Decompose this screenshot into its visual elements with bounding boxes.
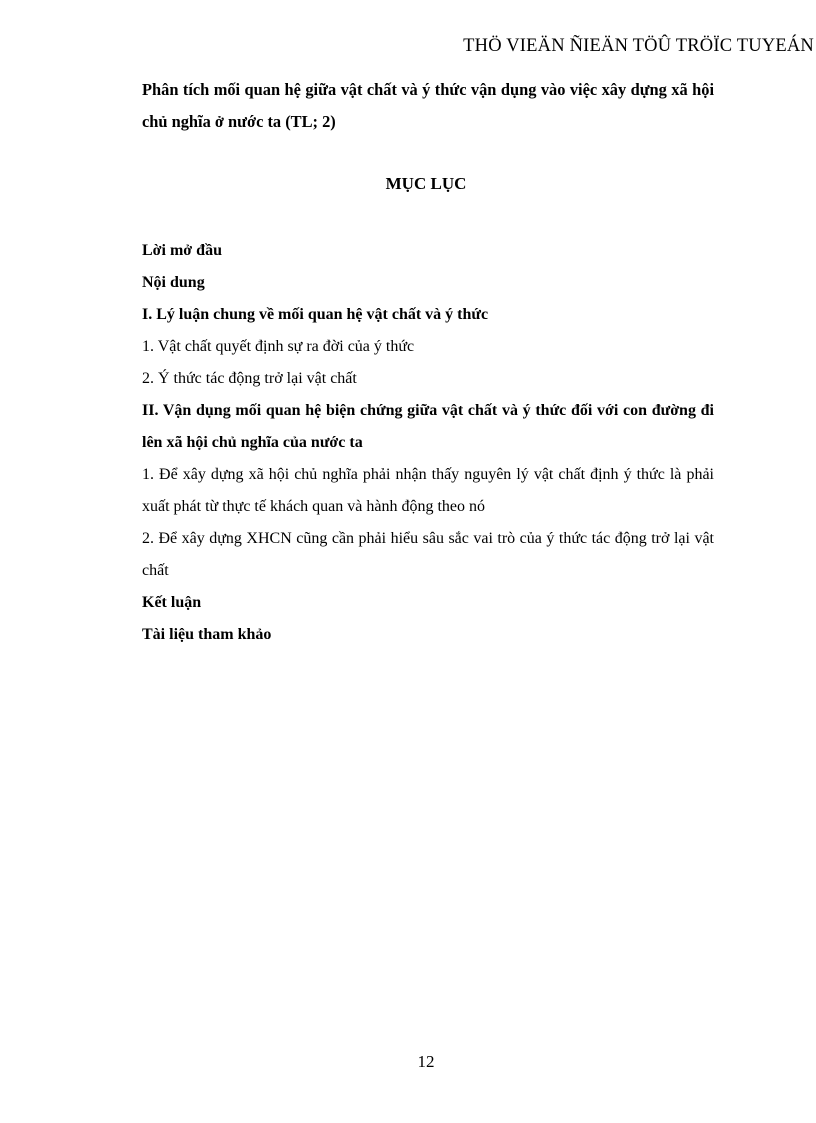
toc-entry-conclusion: Kết luận <box>142 594 202 611</box>
toc-entry-content: Nội dung <box>142 274 205 291</box>
toc-entry-references: Tài liệu tham khảo <box>142 626 272 643</box>
library-header: THÖ VIEÄN ÑIEÄN TÖÛ TRÖÏC TUYEÁN <box>463 36 814 56</box>
toc-entry-section-2-1: 1. Để xây dựng xã hội chủ nghĩa phải nhận thấy nguyên lý vật chất định ý thức là phải xuất phát từ thực tế khách quan và hành động theo nó <box>142 466 714 515</box>
table-of-contents <box>142 235 714 651</box>
page-number: 12 <box>417 1052 435 1071</box>
toc-entry-section-1-1: 1. Vật chất quyết định sự ra đời của ý thức <box>142 338 415 355</box>
toc-heading: MỤC LỤC <box>385 174 467 193</box>
toc-entry-section-1: I. Lý luận chung về mối quan hệ vật chất và ý thức <box>142 306 489 323</box>
toc-entry-introduction: Lời mở đầu <box>142 242 222 259</box>
toc-entry-section-1-2: 2. Ý thức tác động trở lại vật chất <box>142 370 357 387</box>
toc-entry-section-2-2: 2. Để xây dựng XHCN cũng cần phải hiểu sâu sắc vai trò của ý thức tác động trở lại vật chất <box>142 530 714 579</box>
document-title: Phân tích mối quan hệ giữa vật chất và ý thức vận dụng vào việc xây dựng xã hội chủ nghĩa ở nước ta (TL; 2) <box>142 80 714 131</box>
toc-entry-section-2: II. Vận dụng mối quan hệ biện chứng giữa vật chất và ý thức đối với con đường đi lên xã hội chủ nghĩa của nước ta <box>142 402 714 451</box>
